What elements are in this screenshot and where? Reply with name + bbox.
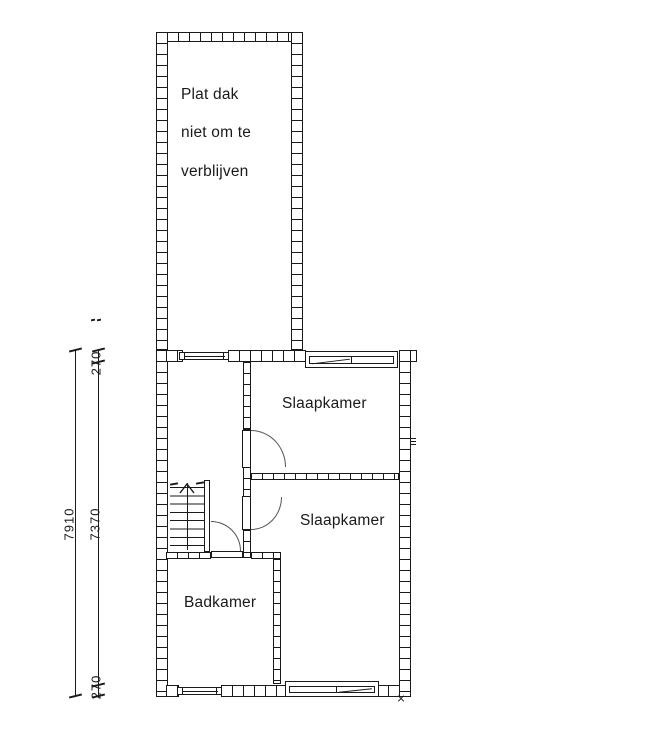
window-hall-north-glass-line — [184, 356, 225, 357]
dim-label-wall-bottom: 270 — [88, 674, 104, 700]
door-bedroom-bottom-swing — [251, 497, 282, 530]
room-label-bedroom-bottom: Slaapkamer — [300, 512, 385, 529]
stair-wall — [204, 480, 210, 552]
interior-wall-hall-lower — [243, 530, 251, 558]
stair-direction-arrow-icon — [179, 483, 195, 494]
right-wall-mark-2 — [411, 441, 416, 442]
window-hall-north — [179, 352, 229, 360]
room-label-bathroom: Badkamer — [184, 594, 257, 611]
stair-dash-left — [170, 482, 178, 485]
bathroom-wall-top-right — [251, 552, 281, 559]
top-wall-stub-right — [410, 350, 417, 362]
window-bedroom-top — [305, 351, 398, 368]
reference-dash-top-right — [97, 319, 101, 322]
reference-dash-top-left — [91, 319, 95, 322]
door-bedroom-bottom-leaf — [242, 496, 251, 530]
roof-wall-right — [291, 32, 303, 350]
right-wall-mark-3 — [411, 444, 416, 445]
roof-wall-left — [156, 32, 168, 350]
roof-wall-top — [156, 32, 303, 42]
window-bathroom-cap-right — [216, 688, 217, 694]
roof-label-line3: verblijven — [181, 163, 249, 180]
interior-wall-hall-mid — [243, 467, 251, 497]
interior-wall-bedroom-divider — [251, 473, 399, 480]
roof-label-line1: Plat dak — [181, 86, 239, 103]
bathroom-wall-top-left — [166, 552, 211, 559]
door-bedroom-top-swing — [251, 430, 286, 467]
stair-dash-right — [196, 481, 204, 484]
door-bathroom-swing — [211, 521, 241, 551]
dim-label-inner: 7370 — [87, 507, 103, 541]
top-wall-segment-mid — [228, 350, 306, 362]
outer-wall-left — [156, 350, 168, 697]
window-hall-north-cap-left — [184, 353, 185, 359]
door-bathroom-leaf — [211, 551, 243, 558]
outer-wall-right — [399, 350, 411, 697]
window-hall-north-cap-right — [223, 353, 224, 359]
bottom-wall-segment-mid — [221, 685, 286, 697]
right-wall-mark-1 — [411, 438, 416, 439]
roof-label-line2: niet om te — [181, 124, 252, 141]
window-bedroom-bottom — [285, 681, 379, 697]
room-label-bedroom-top: Slaapkamer — [282, 395, 367, 412]
dim-label-wall-top: 270 — [88, 350, 104, 376]
interior-wall-hall-upper — [243, 362, 251, 430]
door-bedroom-top-leaf — [242, 430, 251, 468]
bathroom-wall-right — [273, 559, 281, 684]
window-bathroom-cap-left — [182, 688, 183, 694]
dim-tick — [69, 693, 82, 698]
window-bathroom — [177, 687, 222, 695]
bottom-wall-segment-right — [377, 685, 400, 697]
window-bathroom-glass-line — [182, 691, 218, 692]
window-bedroom-top-divider — [351, 356, 352, 364]
window-bedroom-bottom-divider — [336, 686, 337, 693]
dim-label-overall: 7910 — [61, 507, 77, 541]
